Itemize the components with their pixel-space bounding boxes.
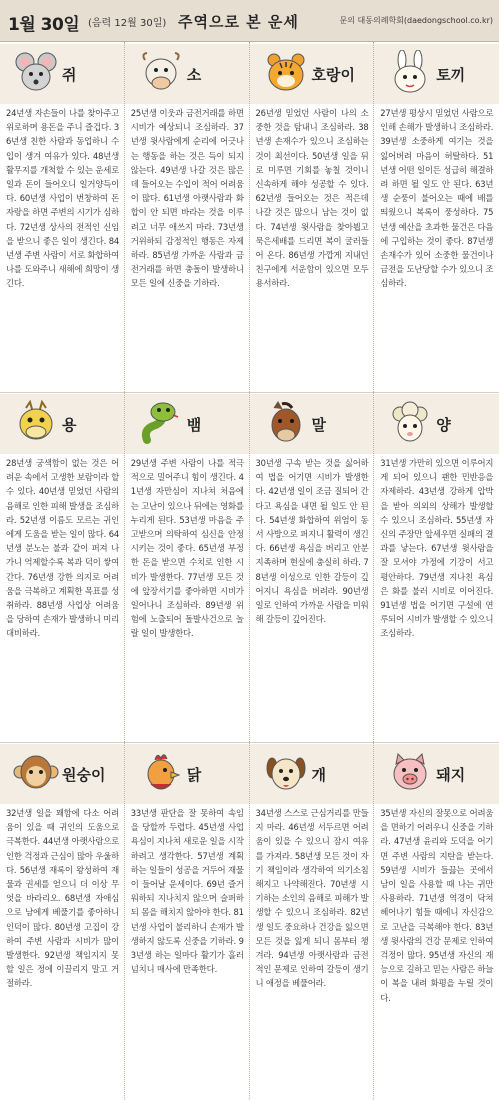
animal-name: 뱀 [186, 416, 202, 434]
horse-icon [262, 400, 310, 446]
animal-header [250, 398, 374, 450]
header-date: 1월 30일 [8, 15, 80, 35]
fortune-cell-tiger [250, 42, 375, 392]
animal-header [374, 748, 498, 800]
animal-header [374, 398, 498, 450]
animal-header [0, 48, 124, 100]
fortune-text: 25년생 이웃과 금전거래를 하면 시비가 예상되니 조심하라. 37년생 윗사람에게 순리에 어긋나는 행동을 하는 것은 득이 되지 않는다. 49년생 나갈 것은 많은데 들어오는 수입이 적어 어려움이 많다. 61년생 아랫사람과 화합이 안 되면 바라는 것을 이루려고 너무 애쓰지 마라. 73년생 거위하되 감정적인 행동은 자제하라. 85년생 가까운 사람과 금전거래를 하면 충돌이 발생하니 모든 일에 신중을 기하라. [130, 108, 244, 289]
fortune-text: 30년생 구속 받는 것을 싫어하여 법을 어기면 시비가 발생한다. 42년생 일이 조금 질되어 간다고 욕심을 내면 될 일도 안 된다. 54년생 화합하여 위엄이 동서 사방으로 퍼지니 활력이 생긴다. 66년생 욕심을 버리고 안분지족하며 현실에 충실히 하라. 78년생 이성으로 인한 갈등이 깊어지니 욕심을 버려라. 90년생 일로 인하여 가까운 사람을 미워해 갈등이 깊어진다. [255, 458, 369, 625]
fortune-grid [0, 42, 499, 1100]
fortune-cell-rat [0, 42, 125, 392]
animal-header [125, 398, 249, 450]
fortune-text: 35년생 자신의 잘못으로 어려움을 면하기 어려우니 신중을 기하라. 47년생 윤리와 도덕을 어기면 주변 사람의 지탄을 받는다. 59년생 시비가 들끓는 곳에서 남이 일을 사용할 때 나는 귀만 사용하라. 71년생 역경이 닥쳐 헤어나기 힘들 때에니 자신감으로 고난을 극복해야 한다. 83년생 윗사람의 건강 문제로 인하여 걱정이 많다. 95년생 자신의 재능으로 길하고 믿는 사람은 하늘이 복을 내려 화평을 누릴 것이다. [380, 808, 494, 1003]
animal-name: 양 [436, 416, 451, 434]
tiger-icon [262, 50, 310, 96]
fortune-text: 29년생 주변 사람이 나를 적극적으로 밀어주니 힘이 생긴다. 41년생 자만심이 지나쳐 처음에는 고난이 있으나 뒤에는 영화를 누리게 된다. 53년생 마음을 주고받으며 의탁하여 심신을 안정시키는 것이 좋다. 65년생 부정한 돈을 받으면 수치로 인한 시비가 발생한다. 77년생 모든 것에 앞장서기를 좋아하면 시비가 일어나니 조심하라. 89년생 위험에 노출되어 돌발사건으로 놀랄 일이 발생한다. [130, 458, 244, 639]
monkey-icon [12, 750, 60, 796]
pig-icon [386, 750, 434, 796]
fortune-cell-rabbit [374, 42, 499, 392]
fortune-text: 34년생 스스로 근심거리를 만들지 마라. 46년생 서두르면 어려움이 있을 수 있으니 잠시 여유를 가져라. 58년생 모든 것이 자기 책임이라 생각하여 의기소침해지고 나약해진다. 70년생 시기하는 소인의 음해로 피해가 발생할 수 있으니 조심하라. 82년생 일도 중요하나 건강을 잃으면 모든 것을 잃게 되니 몸부터 챙겨라. 94년생 아랫사람과 금전적인 문제로 인하여 갈등이 생기니 애정을 베풀어라. [255, 808, 369, 989]
fortune-text: 31년생 가만히 있으면 이루어지게 되어 있으니 괜한 민반응을 자제하라. 43년생 강하게 압박을 받아 의외의 상해가 발생할 수 있으니 조심하라. 55년생 자신의 주장만 앞세우면 실패의 결과를 낳는다. 67년생 윗사람을 잘 모셔야 가정에 기강이 서고 평안하다. 79년생 지나친 욕심은 화를 불러 시비로 이어진다. 91년생 법을 어기면 구설에 연루되어 시비가 발생할 수 있으니 조심하라. [380, 458, 494, 639]
header-lunar-date: (음력 12월 30일) [88, 18, 167, 29]
animal-name: 소 [186, 66, 202, 84]
fortune-cell-pig [374, 742, 499, 1100]
animal-header [0, 398, 124, 450]
animal-name: 닭 [186, 766, 202, 784]
fortune-cell-sheep [374, 392, 499, 742]
fortune-text: 33년생 판단을 잘 못하여 속임을 당할까 두렵다. 45년생 사업 욕심이 지나쳐 새로운 일을 시작하려고 생각한다. 57년생 계획하는 일들이 성공을 거두어 재물이 들어날 운세이다. 69년 즐거워하되 지나치지 않으며 슬퍼하되 몸을 해치지 않아야 한다. 81년생 사업이 불리하니 손재가 발생하지 않도록 신중을 기하라. 93년생 하는 일마다 활기가 흘러넘치니 매사에 만족한다. [130, 808, 244, 975]
rabbit-icon [386, 50, 434, 96]
animal-name: 돼지 [436, 766, 466, 784]
snake-icon [137, 400, 185, 446]
animal-header [125, 48, 249, 100]
fortune-cell-horse [250, 392, 375, 742]
animal-name: 토끼 [436, 66, 466, 84]
animal-header [374, 48, 498, 100]
fortune-text: 24년생 자손들이 나를 찾아주고 위로하며 용돈을 주니 즐겁다. 36년생 친한 사람과 동업하니 수입이 생겨 여유가 있다. 48년생 활무지를 개척할 수 있는 운세로 일과 돈이 들어오니 일거양득이다. 60년생 사업이 번창하여 돈 자랑을 하면 주변의 시기가 심하다. 72년생 상사의 전적인 신임을 받으니 좋은 일이 생긴다. 84년생 주변 사람이 서로 화합하여 나를 도와주니 새해에 희망이 생긴다. [6, 108, 119, 289]
animal-name: 호랑이 [311, 66, 355, 84]
page-header [0, 0, 499, 42]
animal-header [125, 748, 249, 800]
animal-header [250, 748, 374, 800]
fortune-text: 27년생 평상시 믿었던 사람으로 인해 손해가 발생하니 조심하라. 39년생 소중하게 여기는 것을 잃어버려 마음이 허탈하다. 51년생 어떤 일이든 성급히 해결하려 하면 될 일도 안 된다. 63년생 순풍이 불어오는 때에 배를 띄웠으니 복록이 풍성하다. 75년생 예산을 초과한 물건은 다음에 구입하는 것이 좋다. 87년생 손재수가 있어 소중한 물건이나 금전을 도난당할 수가 있으니 조심하라. [380, 108, 494, 289]
fortune-cell-dog [250, 742, 375, 1100]
animal-header [250, 48, 374, 100]
animal-name: 개 [311, 766, 326, 784]
dog-icon [262, 750, 310, 796]
fortune-cell-monkey [0, 742, 125, 1100]
fortune-cell-rooster [125, 742, 250, 1100]
fortune-text: 28년생 궁색함이 없는 것은 어려운 속에서 고생한 보람이라 할 수 있다. 40년생 믿었던 사람의 음해로 인한 피해 발생을 조심하라. 52년생 이름도 모르는 귀인에게 도움을 받는 일이 많다. 64년생 분노는 불과 같이 퍼져 나가니 억제할수록 복과 덕이 쌓여 간다. 76년생 강한 의지로 어려움을 극복하고 계획한 목표를 성취하라. 88년생 사업상 어려움을 당하여 손재가 발생하니 미리 대비하라. [6, 458, 119, 639]
animal-name: 말 [311, 416, 326, 434]
ox-icon [137, 50, 185, 96]
fortune-text: 32년생 일을 꽤함에 다소 어려움이 있을 때 귀인의 도움으로 극복한다. 44년생 아랫사람으로 인한 걱정과 근심이 많아 우울하다. 56년생 재록이 왕성하여 재물과 권세를 얻으니 더 이상 무엇을 바라리오. 68년생 자애심으로 남에게 베풀기를 좋아하니 인덕이 많다. 80년생 고집이 강하여 주변 사람과 시비가 많이 발생한다. 92년생 책임지지 못할 일은 정에 이끌리지 말고 거절하라. [6, 808, 119, 989]
rat-icon [12, 50, 60, 96]
sheep-icon [386, 400, 434, 446]
fortune-cell-snake [125, 392, 250, 742]
animal-name: 용 [62, 416, 77, 434]
animal-name: 원숭이 [62, 766, 106, 784]
animal-name: 쥐 [62, 66, 77, 84]
page-title: 주역으로 본 운세 [178, 13, 299, 31]
fortune-cell-ox [125, 42, 250, 392]
rooster-icon [137, 750, 185, 796]
fortune-text: 26년생 믿었던 사람이 나의 소중한 것을 탐내니 조심하라. 38년생 손재수가 있으니 조심하는 것이 최선이다. 50년생 일을 뒤로 미루면 기회를 놓칠 것이니 신속하게 해야 성공할 수 있다. 62년생 들어오는 것은 적은데 나갈 것은 많으니 남는 것이 없다. 74년생 윗사람을 찾아뵙고 묵은세배를 드리면 복이 굴러들어 온다. 86년생 가깝게 지내던 친구에게 서운함이 있으면 모두 용서하라. [255, 108, 369, 289]
fortune-cell-dragon [0, 392, 125, 742]
animal-header [0, 748, 124, 800]
header-contact: 문의 대동의례학회(daedongschool.co.kr) [339, 16, 493, 25]
dragon-icon [12, 400, 60, 446]
